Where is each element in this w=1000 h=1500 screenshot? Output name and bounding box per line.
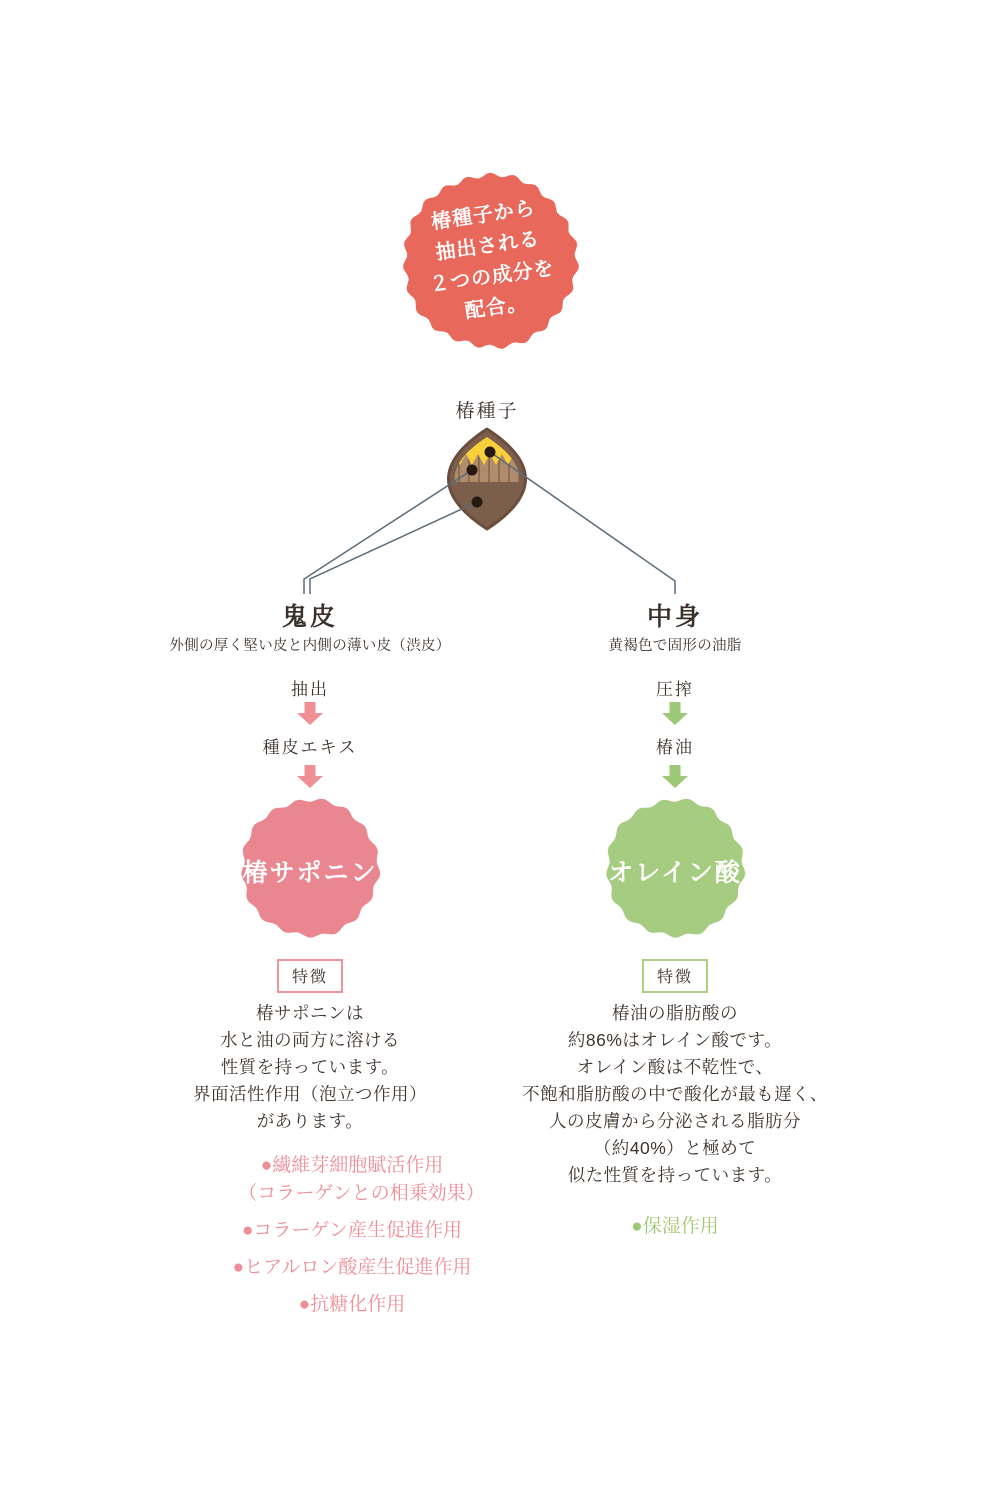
feature-badge: 特徴 [642, 959, 708, 993]
feature-description: 椿油の脂肪酸の 約86%はオレイン酸です。 オレイン酸は不乾性で、 不飽和脂肪酸の中で酸化が最も遅く、 人の皮膚から分泌される脂肪分 （約40%）と極めて 似た性質を持っています。 [522, 1003, 828, 1185]
part-name: 中身 [646, 603, 703, 631]
benefit-list [110, 1152, 510, 1328]
intermediate-label: 種皮エキス [262, 738, 358, 757]
feature-description: 椿サポニンは 水と油の両方に溶ける 性質を持っています。 界面活性作用（泡立つ作用） があります。 [193, 1003, 427, 1131]
benefit-item: ●コラーゲン産生促進作用 [241, 1220, 463, 1241]
benefit-item: ●繊維芽細胞賦活作用 （コラーゲンとの相乗効果） [194, 1152, 510, 1208]
part-description: 外側の厚く堅い皮と内側の薄い皮（渋皮） [169, 638, 451, 654]
component-name: 椿サポニン [242, 859, 378, 887]
feature-badge-wrap [110, 959, 510, 993]
part-description: 黄褐色で固形の油脂 [608, 638, 742, 654]
badge-text: 椿種子から 抽出される ２つの成分を 配合。 [428, 197, 557, 323]
feature-badge-wrap [475, 959, 875, 993]
process-label: 抽出 [291, 680, 329, 699]
benefit-note: （コラーゲンとの相乗効果） [238, 1183, 485, 1204]
benefit-item: ●保湿作用 [631, 1216, 719, 1237]
column-seed-skin [110, 0, 510, 1500]
benefit-item: ●ヒアルロン酸産生促進作用 [232, 1257, 472, 1278]
benefit-list [475, 1213, 875, 1250]
feature-badge: 特徴 [277, 959, 343, 993]
part-name: 鬼皮 [281, 603, 338, 631]
intermediate-label: 椿油 [656, 738, 694, 757]
benefit-item: ●抗糖化作用 [298, 1294, 406, 1315]
seed-label: 椿種子 [455, 401, 519, 422]
column-seed-content [475, 0, 875, 1500]
component-name: オレイン酸 [608, 859, 742, 887]
process-label: 圧搾 [656, 680, 694, 699]
